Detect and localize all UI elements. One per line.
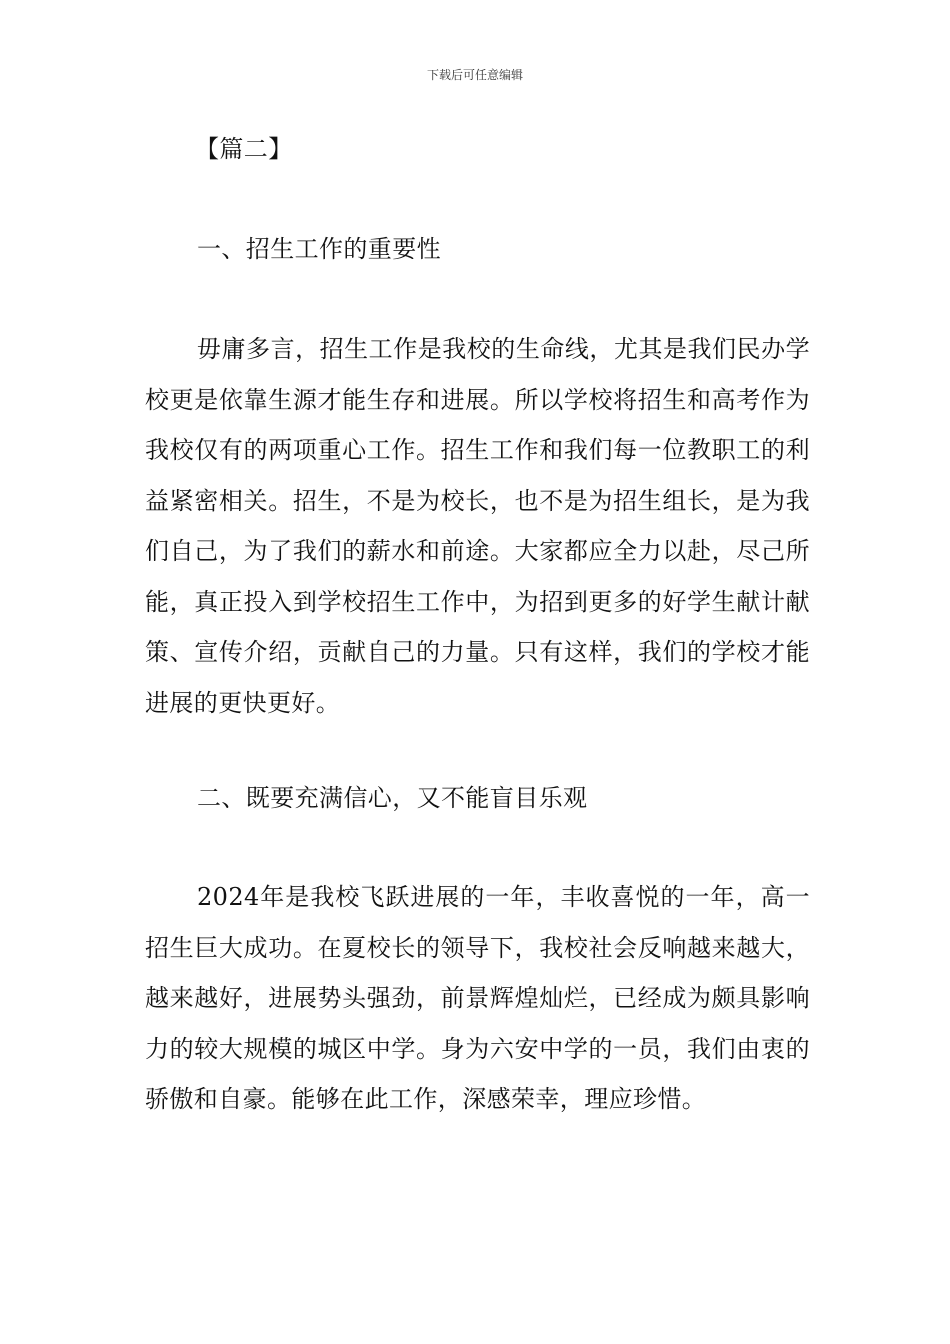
- header-note: 下载后可任意编辑: [426, 68, 523, 82]
- paragraph-importance: 毋庸多言，招生工作是我校的生命线，尤其是我们民办学校更是依靠生源才能生存和进展。所以学校将招生和高考作为我校仅有的两项重心工作。招生工作和我们每一位教职工的利益紧密相关。招生，不是为校长，也不是为招生组长，是为我们自己，为了我们的薪水和前途。大家都应全力以赴，尽己所能，真正投入到学校招生工作中，为招到更多的好学生献计献策、宣传介绍，贡献自己的力量。只有这样，我们的学校才能进展的更快更好。: [145, 335, 810, 717]
- heading-importance: 一、招生工作的重要性: [197, 235, 441, 263]
- heading-confidence: 二、既要充满信心，又不能盲目乐观: [197, 784, 588, 812]
- paragraph-confidence: 2024年是我校飞跃进展的一年，丰收喜悦的一年，高一招生巨大成功。在夏校长的领导下，我校社会反响越来越大，越来越好，进展势头强劲，前景辉煌灿烂，已经成为颇具影响力的较大规模的城区中学。身为六安中学的一员，我们由衷的骄傲和自豪。能够在此工作，深感荣幸，理应珍惜。: [145, 883, 810, 1113]
- section-title: 【篇二】: [195, 135, 293, 163]
